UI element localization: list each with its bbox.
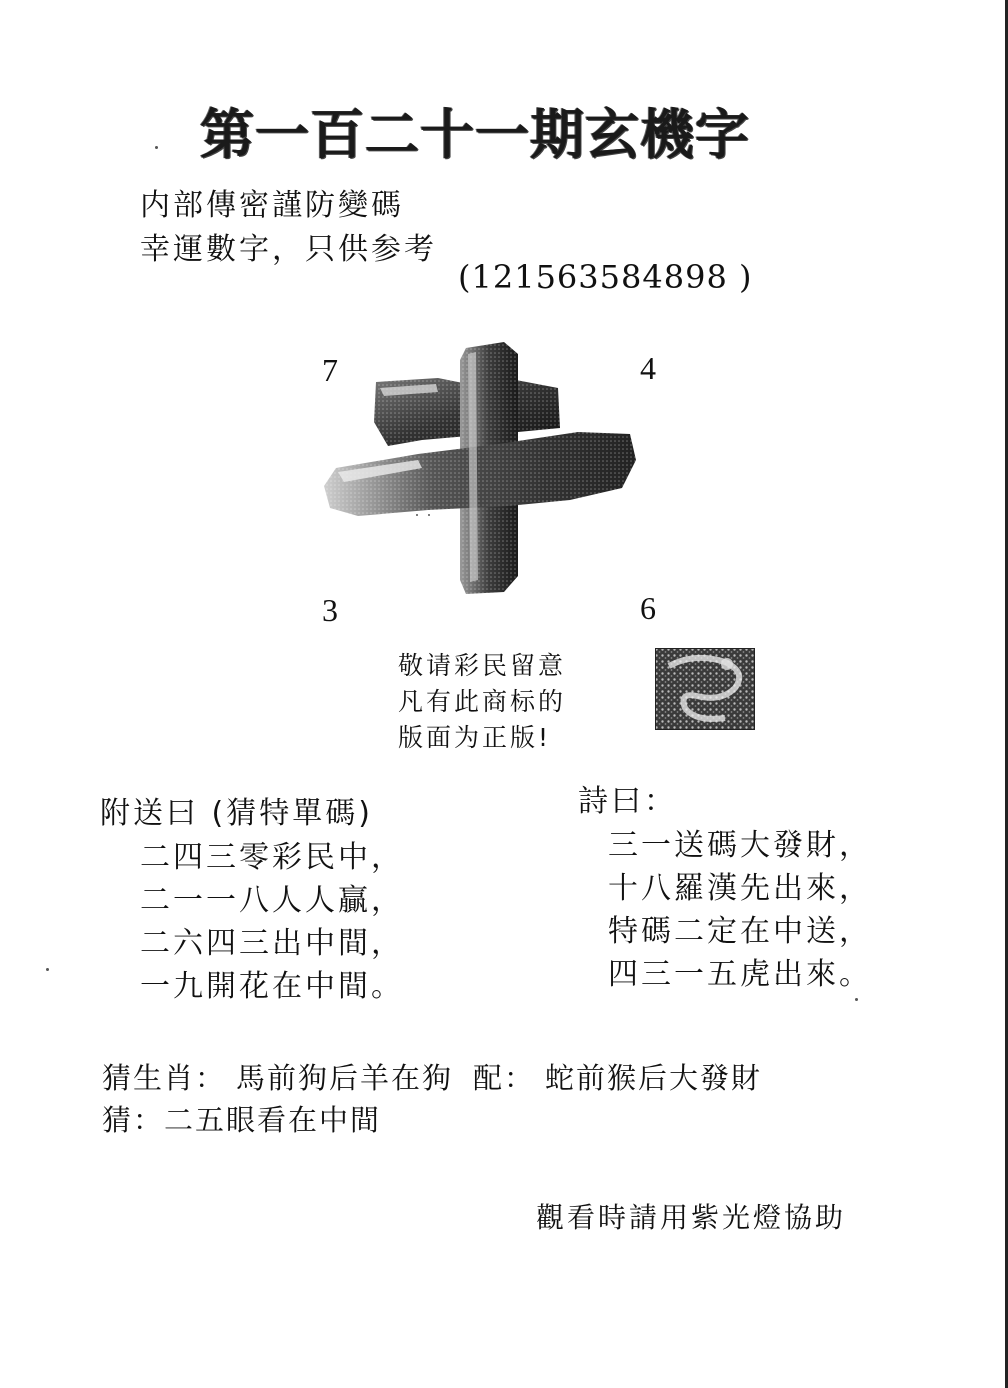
poem-line: 四三一五虎出來。 [608,957,872,992]
bonus-verse-line: 二一一八人人贏， [140,883,404,918]
poem-line: 三一送碼大發財， [608,828,872,863]
number-guess-label: 猜： [102,1103,165,1137]
bonus-header: 附送曰 (猜特單碼) [100,796,373,831]
intro-line-1: 内部傳密謹防變碼 [140,188,404,223]
number-guess-text: 二五眼看在中間 [164,1103,382,1137]
page-title: 第一百二十一期玄機字 [200,102,750,166]
zodiac-pair-text: 蛇前猴后大發財 [545,1061,763,1095]
zodiac-guess-label: 猜生肖： [102,1061,227,1095]
scan-speck [855,998,858,1001]
corner-number-bottom-left: 3 [322,592,338,628]
bonus-verse-block [100,792,404,1008]
zodiac-pair-label: 配： [473,1061,536,1095]
poem-line: 特碼二定在中送， [608,914,872,949]
corner-number-top-left: 7 [322,352,338,388]
notice-line: 凡有此商标的 [398,687,567,716]
scan-speck [46,968,49,971]
corner-number-top-right: 4 [640,350,656,386]
ox-character-graphic [318,340,648,600]
corner-number-bottom-right: 6 [640,590,656,626]
lucky-code: (121563584898 ) [458,258,753,296]
poem-header: 詩曰： [578,784,677,819]
uv-light-note: 觀看時請用紫光燈協助 [536,1201,847,1234]
number-guess-line [102,1098,381,1139]
zodiac-guess-line [102,1056,762,1097]
intro-line-2: 幸運數字，只供参考 [140,232,437,267]
notice-line: 敬请彩民留意 [398,651,567,680]
notice-line: 版面为正版! [398,723,552,752]
bonus-verse-line: 二六四三出中間， [140,926,404,961]
bonus-verse-line: 二四三零彩民中， [140,840,404,875]
poem-block [578,780,872,996]
trademark-logo-image [655,648,755,730]
authenticity-notice [398,648,566,756]
bonus-verse-line: 一九開花在中間。 [140,969,404,1004]
poem-line: 十八羅漢先出來， [608,871,872,906]
scan-speck [155,146,158,149]
zodiac-guess-text: 馬前狗后羊在狗 [236,1061,454,1095]
